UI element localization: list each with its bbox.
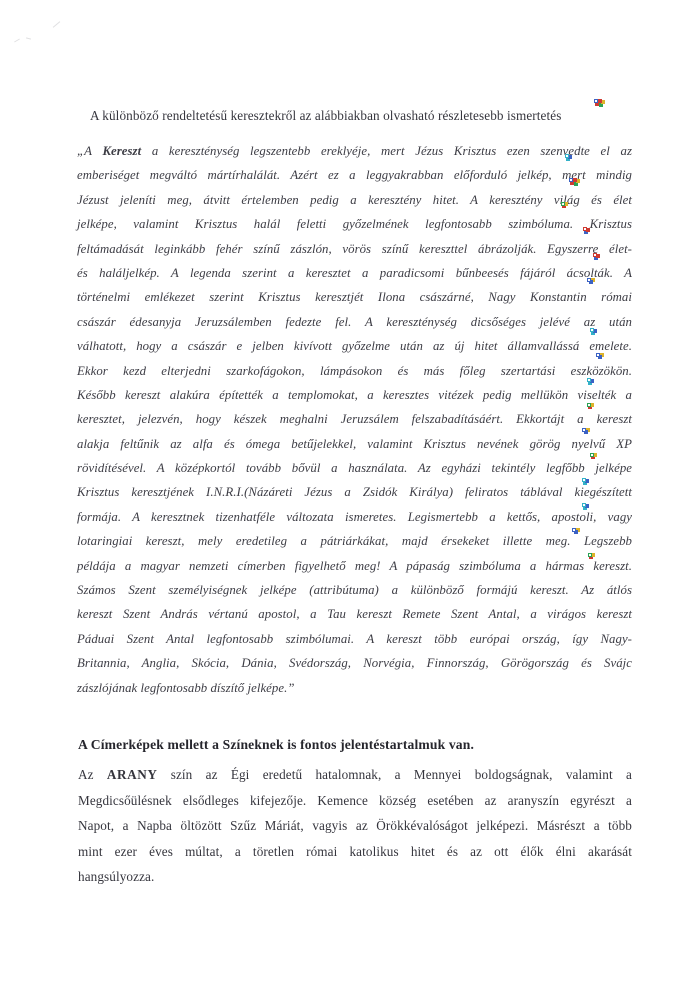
text-line: példája a magyar nemzeti címerben figyelhető meg! A pápaság szimbóluma a hármas kereszt. [77, 558, 632, 573]
text-line: történelmi emlékezet szerint Krisztus keresztjét Ilona császárné, Nagy Konstantin római [77, 290, 632, 305]
scan-artifact [588, 404, 590, 406]
text-line: Napot, a Napba öltözött Szűz Máriát, vagyis az Örökkévalóságot jelképezi. Másrészt a több [78, 818, 632, 833]
quote-bold-word: Kereszt [102, 144, 142, 158]
scan-artifact [562, 203, 564, 205]
text-line-last: hangsúlyozza. [78, 869, 155, 884]
scan-artifact [597, 354, 599, 356]
text-line: Páduai Szent Antal legfontosabb szimbólumai. A kereszt több európai ország, így Nagy- [77, 631, 632, 646]
text-line: Ekkor kezd elterjedni szarkofágokon, lámpásokon és más főleg szertartási eszközökön. [77, 363, 632, 378]
gold-lines [78, 788, 632, 865]
text-line-last: zászlójának legfontosabb díszítő jelképe.” [77, 680, 295, 695]
text-line: formája. A keresztnek tizenhatféle változata ismeretes. Legismertebb a kettős, apostoli, vagy [77, 509, 632, 524]
quote-first-rest: a kereszténység legszentebb ereklyéje, mert Jézus Krisztus ezen szenvedte el az [141, 144, 632, 158]
text-line: mint ezer éves múltat, a töretlen római katolikus hitet és az ott élők élni akarását [78, 843, 632, 859]
text-line: válhatott, hogy a császár e jelben kivívott győzelme után az új hitet államvallássá emelete. [77, 339, 632, 354]
gold-pre: Az [78, 767, 107, 782]
text-line: lotaringiai kereszt, mely eredetileg a pátriárkákat, majd érsekeket illette meg. Legszebb [77, 534, 632, 549]
text-line: alakja feltűnik az alfa és ómega betűjelekkel, valamint Krisztus nevének görög nyelvű XP [77, 436, 632, 451]
text-line: és haláljelkép. A legenda szerint a keresztet a paradicsomi bűnbeesés fájáról ácsolták. A [77, 265, 632, 280]
gold-first-rest: szín az Égi eredetű hatalomnak, a Mennyei boldogságnak, valamint a [157, 767, 632, 782]
text-line: Krisztus keresztjének I.N.R.I.(Názáreti Jézus a Zsidók Királya) feliratos táblával kiegészített [77, 485, 632, 500]
text-line: feltámadását leginkább fehér színű zászlón, vörös színű kereszttel ábrázolják. Egyszerre élet- [77, 241, 632, 256]
scan-artifact [566, 155, 568, 157]
text-line: Számos Szent személyiségnek jelképe (attribútuma) a különböző formájú kereszt. Az átlós [77, 583, 632, 598]
scan-artifact [594, 254, 596, 256]
text-line-first [78, 762, 632, 788]
scan-artifact [589, 554, 591, 556]
scan-artifact [570, 179, 572, 181]
gold-bold-word: ARANY [106, 767, 158, 782]
text-line: jelképe, valamint Krisztus halál feletti győzelmének legfontosabb szimbóluma. Krisztus [77, 217, 632, 232]
pencil-mark [14, 39, 20, 43]
scan-artifact [573, 529, 575, 531]
scan-artifact [591, 329, 593, 331]
text-line: császár édesanyja Jeruzsálemben fedezte fel. A kereszténység dicsőséges jelévé az után [77, 314, 632, 329]
text-line: kereszt Szent András vértanú apostol, a Tau kereszt Remete Szent Antal, a virágos kereszt [77, 607, 632, 622]
scan-artifact [584, 228, 586, 230]
scan-artifact [591, 454, 593, 456]
gold-color-paragraph [78, 762, 632, 890]
text-line-first [77, 139, 632, 163]
text-line: Később kereszt alakúra építették a templomokat, a keresztes vitézek pedig mellükön viselték a [77, 387, 632, 402]
text-line: Jézust jeleníti meg, átvitt értelemben pedig a keresztény hitet. A keresztény világ és élet [77, 192, 632, 207]
scan-artifact [588, 379, 590, 381]
text-line: keresztet, jelezvén, hogy készek meghalni Jeruzsálem felszabadításáért. Ekkortájt a kereszt [77, 412, 632, 427]
scan-artifact [583, 479, 585, 481]
text-line: Britannia, Anglia, Skócia, Dánia, Svédország, Norvégia, Finnország, Görögország és Svájc [77, 656, 632, 671]
scan-artifact [583, 429, 585, 431]
quote-lines [77, 163, 632, 675]
text-line: Megdicsőülésnek elsődleges kifejezője. Kemence község esetében az aranyszín egyrészt a [78, 792, 632, 808]
cross-quote-paragraph [77, 139, 632, 700]
intro-line: A különböző rendeltetésű keresztekről az alábbiakban olvasható részletesebb ismertetés [90, 108, 562, 124]
scan-artifact [588, 279, 590, 281]
scan-artifact [583, 504, 585, 506]
quote-open: „A [77, 144, 103, 158]
pencil-mark [53, 21, 61, 28]
scan-artifact [595, 100, 597, 102]
pencil-mark [26, 37, 31, 39]
text-line: rövidítésével. A középkortól tovább bővül a használata. Az egyházi tekintély legfőbb jelképe [77, 461, 632, 476]
text-line: emberiséget megváltó mártírhalálát. Azért ez a leggyakrabban előforduló jelkép, mert mindig [77, 168, 632, 183]
colors-heading: A Címerképek mellett a Színeknek is fontos jelentéstartalmuk van. [78, 736, 475, 752]
